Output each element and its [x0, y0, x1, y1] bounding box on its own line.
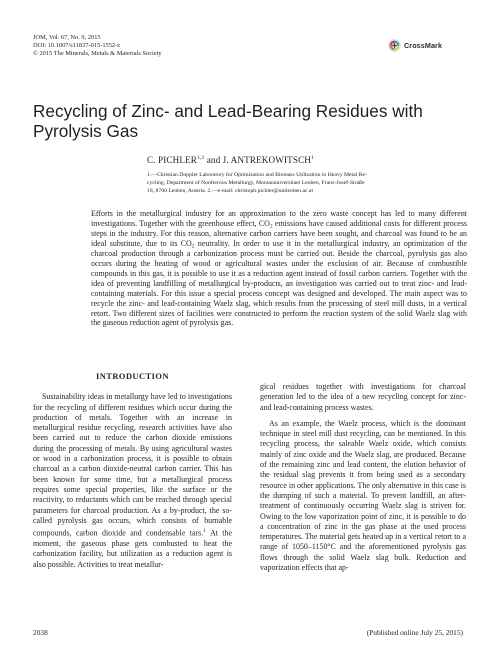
- affiliation-line: cycling, Department of Nonferrous Metallurgy, Montanuniversitaet Leoben, Franz-Josef-Straße: [147, 179, 365, 186]
- body-column-left: [33, 372, 232, 570]
- journal-volume: JOM, Vol. 67, No. 9, 2015: [33, 34, 101, 41]
- affiliations: [147, 172, 465, 195]
- section-heading: INTRODUCTION: [95, 372, 169, 381]
- paragraph-text: Sustainability ideas in metallurgy have led to investigations for the recycling of different residues which occur during the production of metals. Together with an increase in metallurgical residue recycling, research activities have also been carried out to reduce the carbon dioxide emissions during the processing of metals. By using agricultural wastes or wood in a carbonization process, it is possible to obtain charcoal as a carbon dioxide-neutral carbon carrier. This has been known for some time, but a metallurgical process requires some special properties, like the surface or the reactivity, to reductants which can be reached through special parameters for charcoal production. As a by-product, the so-called pyrolysis gas occurs, which consists of burnable compounds, carbon dioxide and condensable tars.: [33, 392, 232, 538]
- body-paragraph: As an example, the Waelz process, which is the dominant technique in steel mill dust recycling, can be mentioned. In this recycling process, the saleable Waelz oxide, which consists mainly of zinc oxide and the Waelz slag, are produced. Because of the remaining zinc and lead content, the elution behavior of the residual slag prevents it from being used as a secondary resource in other applications. The only alternative in this case is the dumping of such a material. To prevent landfill, an after-treatment of continuously occurring Waelz slag is striven for. Owing to the low vaporization point of zinc, it is possible to do a concentration of zinc in the gas phase at the used process temperatures. The material gets heated up in a vertical retort to a range of 1050–1150°C and the aforementioned pyrolysis gas flows through the solid Waelz slag bulk. Reduction and vaporization effects that ap-: [260, 418, 466, 573]
- crossmark-badge[interactable]: [388, 38, 442, 52]
- author-name: C. PICHLER: [147, 155, 198, 166]
- copyright: © 2015 The Minerals, Metals & Materials Society: [33, 50, 162, 57]
- body-column-right: [260, 382, 466, 573]
- affiliation-line: 18, 8700 Leoben, Austria. 2.—e-mail: christoph.pichler@unileoben.ac.at: [147, 187, 314, 194]
- journal-info: [33, 34, 162, 58]
- author-name: J. ANTREKOWITSCH: [222, 155, 312, 166]
- author-line: [147, 155, 314, 165]
- affiliation-line: 1.—Christian Doppler Laboratory for Optimization and Biomass Utilization in Heavy Metal Re-: [147, 172, 367, 178]
- paragraph-text: At the moment, the gaseous phase gets combusted to heat the carbonization facility, but utilization as a reduction agent is also possible. Activities to treat metallur-: [33, 528, 232, 569]
- publication-date: (Published online July 25, 2015): [366, 628, 463, 637]
- page-number: 2038: [33, 628, 48, 637]
- subscript: 2: [269, 223, 273, 230]
- doi: DOI: 10.1007/s11837-015-1552-z: [33, 42, 121, 49]
- crossmark-icon: [388, 39, 401, 52]
- affiliation-marker: 1,2: [197, 155, 205, 161]
- abstract-text: Efforts in the metallurgical industry for an approximation to the zero waste concept has led to many different investigations. Together with the greenhouse effect, CO: [91, 209, 467, 228]
- citation-marker[interactable]: 1: [203, 528, 206, 535]
- crossmark-label: CrossMark: [404, 40, 443, 50]
- abstract: [91, 209, 467, 328]
- article-title: Recycling of Zinc- and Lead-Bearing Residues with Pyrolysis Gas: [33, 101, 423, 141]
- body-paragraph: [33, 392, 232, 570]
- abstract-text: neutrality. In order to use it in the metallurgical industry, an optimization of the charcoal production through a carbonization process must be carried out. Beside the charcoal, pyrolysis gas also occurs during the heating of wood or agricultural wastes under the exclusion of air. Because of combustible compounds in this gas, it is possible to use it as a reduction agent instead of fossil carbon carriers. Together with the idea of preventing landfilling of metallurgical by-products, an investigation was carried out to treat zinc- and lead-containing materials. For this issue a special process concept was designed and developed. The main aspect was to recycle the zinc- and lead-containing Waelz slag, which results from the processing of steel mill dusts, in a vertical retort. Two different sizes of facilities were constructed to perform the reaction system of the solid Waelz slag with the gaseous reduction agent of pyrolysis gas.: [91, 238, 468, 328]
- body-paragraph: gical residues together with investigations for charcoal generation led to the idea of a new recycling concept for zinc- and lead-containing process wastes.: [260, 382, 466, 412]
- affiliation-marker: 1: [311, 155, 314, 161]
- subscript: 2: [191, 243, 195, 250]
- author-conjunction: and: [204, 155, 223, 166]
- abstract-text: emissions have caused additional costs for different process steps in the industry. For this reason, alternative carbon carriers have been sought, and charcoal was found to be an ideal substitute, due to its CO: [91, 218, 468, 248]
